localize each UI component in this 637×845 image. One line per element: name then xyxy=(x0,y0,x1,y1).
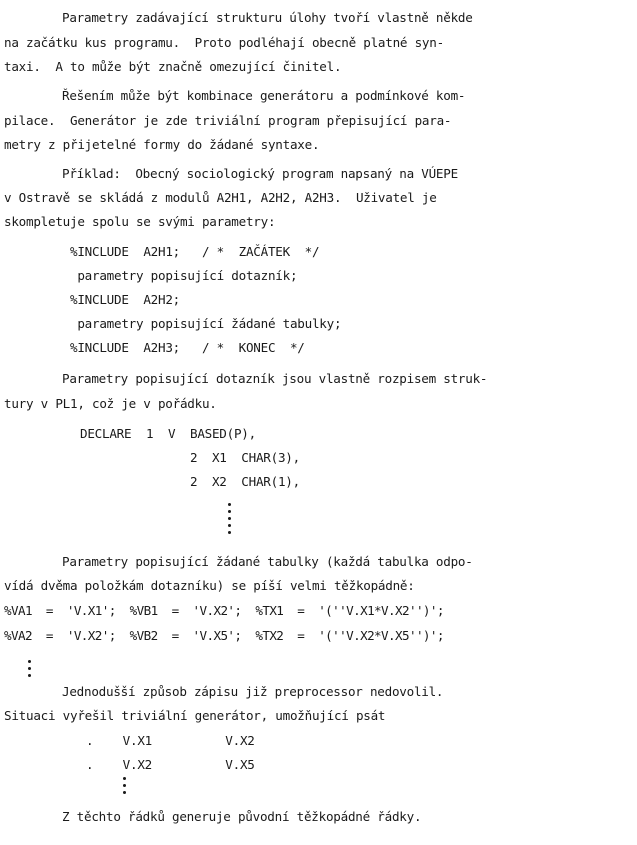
code-line: . V.X1 V.X2 xyxy=(86,733,255,748)
text-line: Jednodušší způsob zápisu již preprocessor nedovolil. xyxy=(62,684,444,699)
text-line: skompletuje spolu se svými parametry: xyxy=(4,214,276,229)
code-line: %INCLUDE A2H2; xyxy=(70,292,180,307)
code-line: 2 X2 CHAR(1), xyxy=(80,474,300,489)
text-line: Situaci vyřešil triviální generátor, umožňující psát xyxy=(4,708,386,723)
code-line: %INCLUDE A2H1; / * ZAČÁTEK */ xyxy=(70,244,320,259)
code-line: %VA2 = 'V.X2'; %VB2 = 'V.X5'; %TX2 = '(''V.X2*V.X5'')'; xyxy=(4,628,444,643)
vertical-ellipsis-icon xyxy=(228,503,232,538)
text-line: Řešením může být kombinace generátoru a podmínkové kom- xyxy=(62,88,466,103)
code-line: . V.X2 V.X5 xyxy=(86,757,255,772)
code-line: %INCLUDE A2H3; / * KONEC */ xyxy=(70,340,305,355)
text-line: vídá dvěma položkám dotazníku) se píší velmi těžkopádně: xyxy=(4,578,415,593)
text-line: Parametry zadávající strukturu úlohy tvoří vlastně někde xyxy=(62,10,473,25)
code-line: 2 X1 CHAR(3), xyxy=(80,450,300,465)
vertical-ellipsis-icon xyxy=(123,777,127,798)
text-line: Parametry popisující žádané tabulky (každá tabulka odpo- xyxy=(62,554,473,569)
text-line: Příklad: Obecný sociologický program napsaný na VÚEPE xyxy=(62,166,458,181)
code-line: parametry popisující žádané tabulky; xyxy=(70,316,342,331)
code-line: DECLARE 1 V BASED(P), xyxy=(80,426,256,441)
text-line: Z těchto řádků generuje původní těžkopádné řádky. xyxy=(62,809,422,824)
text-line: na začátku kus programu. Proto podléhají obecně platné syn- xyxy=(4,35,444,50)
text-line: v Ostravě se skládá z modulů A2H1, A2H2, A2H3. Uživatel je xyxy=(4,190,437,205)
text-line: Parametry popisující dotazník jsou vlastně rozpisem struk- xyxy=(62,371,488,386)
text-line: taxi. A to může být značně omezující činitel. xyxy=(4,59,342,74)
text-line: tury v PL1, což je v pořádku. xyxy=(4,396,217,411)
code-line: %VA1 = 'V.X1'; %VB1 = 'V.X2'; %TX1 = '(''V.X1*V.X2'')'; xyxy=(4,603,444,618)
code-line: parametry popisující dotazník; xyxy=(70,268,298,283)
text-line: pilace. Generátor je zde triviální program přepisující para- xyxy=(4,113,452,128)
text-line: metry z přijetelné formy do žádané syntaxe. xyxy=(4,137,320,152)
vertical-ellipsis-icon xyxy=(28,660,32,681)
